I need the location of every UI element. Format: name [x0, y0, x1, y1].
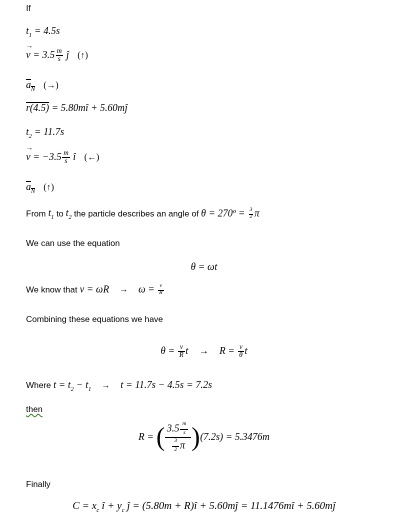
up-arrow-icon: (↑)	[77, 49, 89, 60]
combining-text: Combining these equations we have	[26, 314, 164, 324]
t2-equation: $t_2 = 11.7s$	[26, 127, 65, 140]
t1-equation: $t_1 = 4.5s$	[26, 26, 60, 39]
final-equation: $C = x_c$ î + $y_c$ ĵ = (5.80m + R)î + 5.60mĵ = 11.1476mî + 5.60mĵ	[72, 501, 336, 515]
r-equation: r(4.5) = 5.80mî + 5.60mĵ	[26, 103, 128, 114]
theta-equation: θ = ωt	[190, 262, 218, 273]
an2-equation: $a_N$ (↑)	[26, 182, 55, 195]
know-that-line: We know that v = ωR → ω = $\frac{v}{R}$	[26, 283, 163, 296]
if-text: If	[26, 3, 31, 13]
right-arrow-icon: (→)	[43, 80, 59, 90]
left-arrow-icon: (←)	[84, 151, 100, 162]
can-use-text: We can use the equation	[26, 238, 120, 248]
finally-text: Finally	[26, 479, 51, 489]
up-arrow-icon: (↑)	[43, 182, 55, 192]
an1-equation: $a_N$ (→)	[26, 80, 59, 93]
then-text: then	[26, 404, 43, 414]
v2-equation: → v = −3.5 $\frac{m}{s}$ î (←)	[26, 150, 99, 165]
combined-equations: θ = $\frac{v}{R}$ t → R = $\frac{v}{\theta}$ t	[160, 343, 248, 359]
r-result-equation: R = ( 3.5 $\frac{m}{s}$ $\frac{3}{2}$ π )(7.2s) = 5.3476m	[138, 421, 270, 453]
v1-equation: → v = 3.5 $\frac{m}{s}$ ĵ (↑)	[26, 48, 88, 63]
angle-sentence: From $t_1$ to $t_2$ the particle describes an angle of θ = 270º = $\frac{3}{2}$ π	[26, 207, 260, 222]
where-line: Where $t = t_2 - t_1 \to t = 11.7s - 4.5s = 7.2s$	[26, 380, 212, 393]
